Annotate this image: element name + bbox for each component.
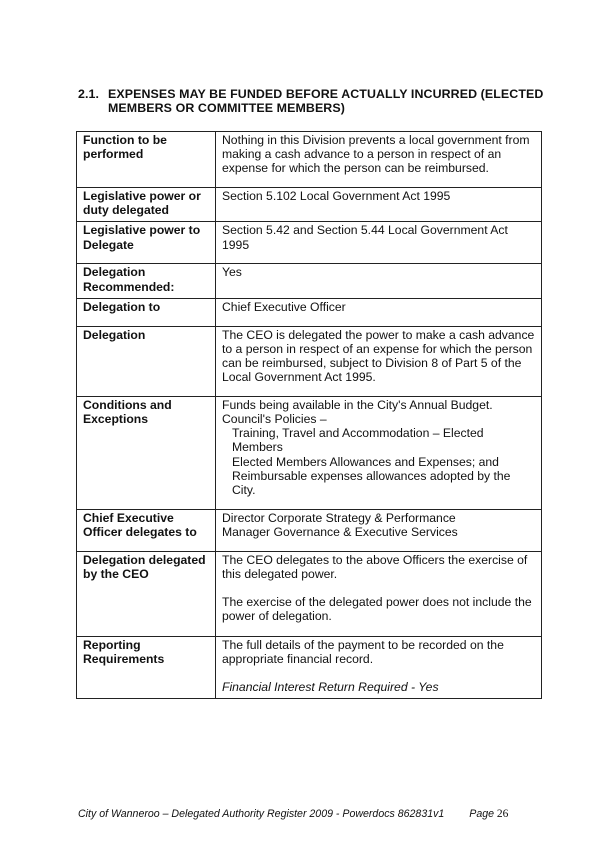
section-heading <box>78 87 548 115</box>
value-text: Section 5.102 Local Government Act 1995 <box>222 189 451 203</box>
row-value <box>216 509 542 551</box>
value-text: Manager Governance & Executive Services <box>222 525 458 540</box>
row-label: Legislative power or duty delegated <box>77 188 216 222</box>
table-row <box>77 551 542 636</box>
value-text: The CEO is delegated the power to make a cash advance to a person in respect of an expense for which the person can be reimbursed, subject to Division 8 of Part 5 of the Local Government Act 1995. <box>222 327 535 385</box>
row-value <box>216 188 542 222</box>
row-value <box>216 132 542 188</box>
value-text: Funds being available in the City's Annual Budget. <box>222 397 493 412</box>
row-label: Chief Executive Officer delegates to <box>77 509 216 551</box>
table-row <box>77 264 542 298</box>
page-label: Page <box>469 808 494 820</box>
section-number: 2.1. <box>78 87 100 101</box>
table-row <box>77 222 542 264</box>
page-number: 26 <box>496 808 509 820</box>
table-row <box>77 326 542 396</box>
policy-item: Reimbursable expenses allowances adopted by the City. <box>232 468 511 498</box>
row-label: Conditions and Exceptions <box>77 396 216 509</box>
row-label: Delegation delegated by the CEO <box>77 551 216 636</box>
row-value <box>216 264 542 298</box>
value-text: Yes <box>222 265 242 280</box>
table-row <box>77 132 542 188</box>
policy-item: Training, Travel and Accommodation – Elected Members <box>232 426 484 455</box>
table-row <box>77 636 542 699</box>
row-value <box>216 636 542 699</box>
page-footer <box>78 808 508 820</box>
table-row <box>77 509 542 551</box>
delegation-table <box>76 131 542 699</box>
row-label: Delegation to <box>77 298 216 326</box>
table-row <box>77 188 542 222</box>
value-text: The exercise of the delegated power does not include the power of delegation. <box>222 595 532 624</box>
row-value <box>216 396 542 509</box>
row-label: Legislative power to Delegate <box>77 222 216 264</box>
row-label: Reporting Requirements <box>77 636 216 699</box>
row-value <box>216 298 542 326</box>
table-row <box>77 298 542 326</box>
policy-item: Elected Members Allowances and Expenses; and <box>232 454 499 469</box>
table-row <box>77 396 542 509</box>
value-text: Section 5.42 and Section 5.44 Local Government Act 1995 <box>222 223 508 252</box>
footer-text: City of Wanneroo – Delegated Authority Register 2009 - Powerdocs 862831v1 <box>78 808 445 820</box>
value-text: Council's Policies – <box>222 412 327 427</box>
row-value <box>216 551 542 636</box>
value-text: The full details of the payment to be recorded on the appropriate financial record. <box>222 637 504 667</box>
value-text-italic: Financial Interest Return Required - Yes <box>222 680 439 695</box>
value-text: Chief Executive Officer <box>222 299 346 314</box>
row-label: Function to be performed <box>77 132 216 188</box>
section-title: EXPENSES MAY BE FUNDED BEFORE ACTUALLY INCURRED (ELECTED MEMBERS OR COMMITTEE MEMBERS) <box>108 87 544 115</box>
value-text: Nothing in this Division prevents a local government from making a cash advance to a person in respect of an expense for which the person can be reimbursed. <box>222 133 530 176</box>
page-indicator <box>469 808 508 820</box>
value-text: Director Corporate Strategy & Performance <box>222 510 456 525</box>
row-label: Delegation Recommended: <box>77 264 216 298</box>
value-text: The CEO delegates to the above Officers the exercise of this delegated power. <box>222 552 528 582</box>
row-value <box>216 326 542 396</box>
row-value <box>216 222 542 264</box>
row-label: Delegation <box>77 326 216 396</box>
